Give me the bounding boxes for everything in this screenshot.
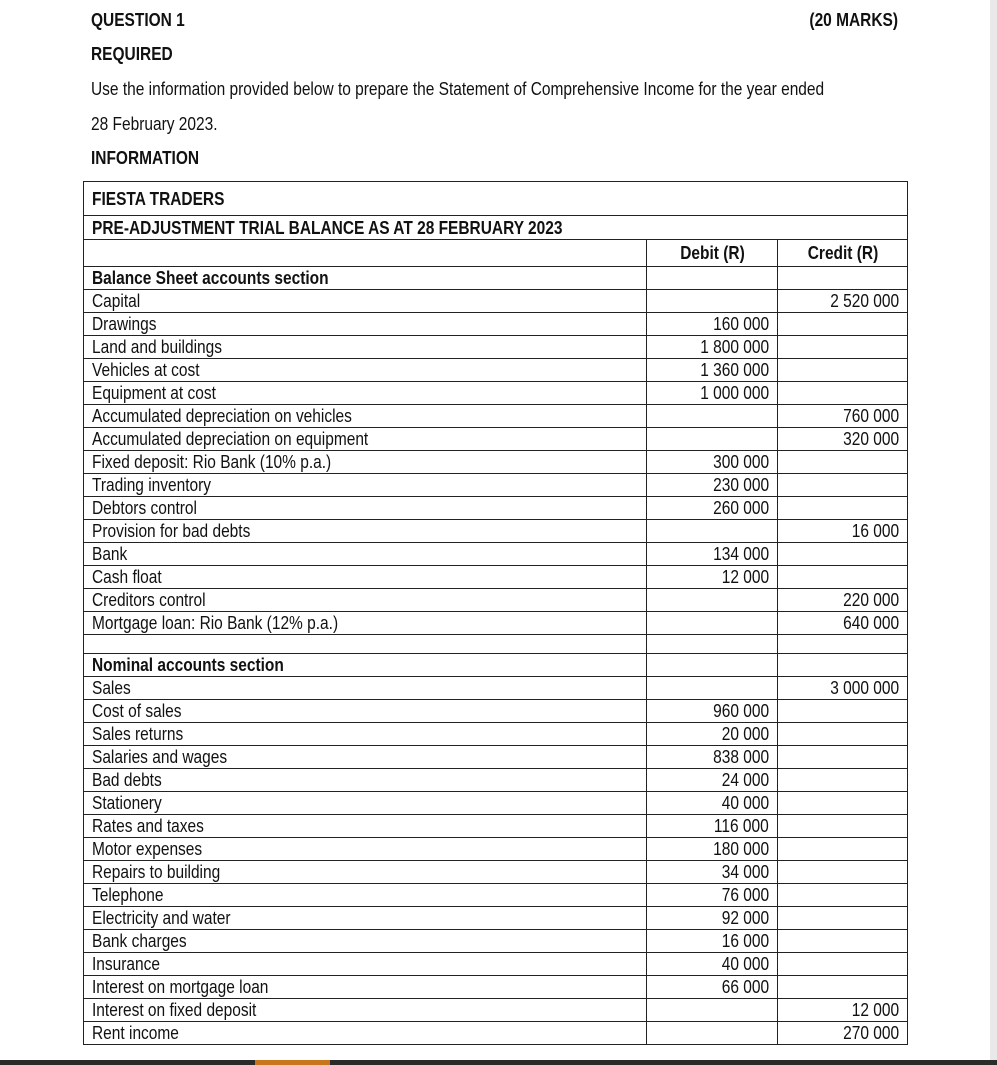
instruction-line-1: Use the information provided below to prepare the Statement of Comprehensive Income for the year ended xyxy=(91,79,825,99)
balance-section-heading: Balance Sheet accounts section xyxy=(84,267,647,290)
credit-cell xyxy=(778,313,908,336)
table-row xyxy=(84,1022,908,1045)
debit-cell: 260 000 xyxy=(647,497,778,520)
account-cell: Insurance xyxy=(84,953,647,976)
credit-cell xyxy=(778,474,908,497)
account-cell: Equipment at cost xyxy=(84,382,647,405)
required-heading: REQUIRED xyxy=(91,44,173,64)
account-cell: Electricity and water xyxy=(84,907,647,930)
table-row xyxy=(84,382,908,405)
account-cell: Sales returns xyxy=(84,723,647,746)
table-row xyxy=(84,589,908,612)
account-cell: Debtors control xyxy=(84,497,647,520)
debit-cell xyxy=(647,290,778,313)
credit-cell: 320 000 xyxy=(778,428,908,451)
taskbar-strip xyxy=(0,1060,997,1065)
debit-cell: 92 000 xyxy=(647,907,778,930)
account-cell: Sales xyxy=(84,677,647,700)
account-cell: Bad debts xyxy=(84,769,647,792)
debit-cell xyxy=(647,589,778,612)
debit-header: Debit (R) xyxy=(647,240,778,267)
table-row xyxy=(84,723,908,746)
account-cell: Rent income xyxy=(84,1022,647,1045)
credit-header: Credit (R) xyxy=(778,240,908,267)
account-cell: Stationery xyxy=(84,792,647,815)
credit-cell: 760 000 xyxy=(778,405,908,428)
table-row xyxy=(84,792,908,815)
debit-cell: 838 000 xyxy=(647,746,778,769)
account-cell: Telephone xyxy=(84,884,647,907)
credit-cell xyxy=(778,792,908,815)
credit-cell xyxy=(778,907,908,930)
account-cell: Rates and taxes xyxy=(84,815,647,838)
credit-cell: 2 520 000 xyxy=(778,290,908,313)
table-row xyxy=(84,313,908,336)
table-row xyxy=(84,497,908,520)
page-edge-shade xyxy=(990,0,997,1060)
table-row xyxy=(84,838,908,861)
question-marks: (20 MARKS) xyxy=(809,10,898,30)
debit-cell: 134 000 xyxy=(647,543,778,566)
debit-cell: 960 000 xyxy=(647,700,778,723)
credit-cell xyxy=(778,953,908,976)
credit-cell: 640 000 xyxy=(778,612,908,635)
account-header-cell xyxy=(84,240,647,267)
trial-balance-title-row xyxy=(84,216,908,240)
credit-cell xyxy=(778,815,908,838)
trial-balance-title: PRE-ADJUSTMENT TRIAL BALANCE AS AT 28 FEBRUARY 2023 xyxy=(84,216,908,240)
debit-cell: 16 000 xyxy=(647,930,778,953)
debit-cell xyxy=(647,1022,778,1045)
credit-cell xyxy=(778,451,908,474)
credit-cell xyxy=(778,930,908,953)
debit-cell: 1 800 000 xyxy=(647,336,778,359)
debit-cell: 1 000 000 xyxy=(647,382,778,405)
debit-cell: 1 360 000 xyxy=(647,359,778,382)
debit-cell: 12 000 xyxy=(647,566,778,589)
credit-cell: 16 000 xyxy=(778,520,908,543)
credit-cell xyxy=(778,359,908,382)
debit-cell: 66 000 xyxy=(647,976,778,999)
table-row xyxy=(84,976,908,999)
account-cell: Bank xyxy=(84,543,647,566)
table-row xyxy=(84,336,908,359)
credit-cell: 220 000 xyxy=(778,589,908,612)
debit-cell: 20 000 xyxy=(647,723,778,746)
debit-cell: 180 000 xyxy=(647,838,778,861)
taskbar-accent xyxy=(255,1060,330,1065)
credit-cell xyxy=(778,543,908,566)
table-row xyxy=(84,290,908,313)
question-title: QUESTION 1 xyxy=(91,10,185,30)
account-cell: Trading inventory xyxy=(84,474,647,497)
credit-cell xyxy=(778,382,908,405)
account-cell: Land and buildings xyxy=(84,336,647,359)
account-cell: Cost of sales xyxy=(84,700,647,723)
account-cell: Interest on mortgage loan xyxy=(84,976,647,999)
trial-balance-table xyxy=(83,181,908,1045)
company-name: FIESTA TRADERS xyxy=(84,182,908,216)
table-row xyxy=(84,566,908,589)
account-cell: Accumulated depreciation on vehicles xyxy=(84,405,647,428)
table-row xyxy=(84,930,908,953)
debit-cell xyxy=(647,428,778,451)
account-cell: Fixed deposit: Rio Bank (10% p.a.) xyxy=(84,451,647,474)
debit-cell: 300 000 xyxy=(647,451,778,474)
table-row xyxy=(84,520,908,543)
debit-cell xyxy=(647,999,778,1022)
credit-cell: 270 000 xyxy=(778,1022,908,1045)
account-cell: Accumulated depreciation on equipment xyxy=(84,428,647,451)
debit-cell xyxy=(647,520,778,543)
debit-cell xyxy=(647,677,778,700)
table-row xyxy=(84,999,908,1022)
credit-cell xyxy=(778,861,908,884)
account-cell: Creditors control xyxy=(84,589,647,612)
account-cell: Drawings xyxy=(84,313,647,336)
debit-cell: 160 000 xyxy=(647,313,778,336)
credit-cell xyxy=(778,723,908,746)
credit-cell xyxy=(778,700,908,723)
debit-cell: 24 000 xyxy=(647,769,778,792)
credit-cell xyxy=(778,746,908,769)
debit-cell: 40 000 xyxy=(647,792,778,815)
instruction-line-2: 28 February 2023. xyxy=(91,114,218,134)
table-row xyxy=(84,451,908,474)
account-cell: Vehicles at cost xyxy=(84,359,647,382)
table-row xyxy=(84,612,908,635)
credit-cell: 3 000 000 xyxy=(778,677,908,700)
credit-cell xyxy=(778,769,908,792)
credit-cell xyxy=(778,497,908,520)
credit-cell xyxy=(778,838,908,861)
credit-cell xyxy=(778,336,908,359)
account-cell: Salaries and wages xyxy=(84,746,647,769)
debit-cell xyxy=(647,405,778,428)
debit-cell: 116 000 xyxy=(647,815,778,838)
nominal-section-heading: Nominal accounts section xyxy=(84,654,647,677)
balance-section-row xyxy=(84,267,908,290)
table-row xyxy=(84,953,908,976)
table-row xyxy=(84,677,908,700)
debit-cell: 34 000 xyxy=(647,861,778,884)
information-heading: INFORMATION xyxy=(91,148,200,168)
table-row xyxy=(84,884,908,907)
credit-cell: 12 000 xyxy=(778,999,908,1022)
nominal-section-row xyxy=(84,654,908,677)
debit-cell: 230 000 xyxy=(647,474,778,497)
debit-cell: 40 000 xyxy=(647,953,778,976)
debit-cell: 76 000 xyxy=(647,884,778,907)
spacer-row xyxy=(84,635,908,654)
table-row xyxy=(84,428,908,451)
table-row xyxy=(84,474,908,497)
credit-cell xyxy=(778,566,908,589)
credit-cell xyxy=(778,884,908,907)
table-row xyxy=(84,700,908,723)
table-row xyxy=(84,746,908,769)
table-row xyxy=(84,359,908,382)
table-row xyxy=(84,815,908,838)
account-cell: Motor expenses xyxy=(84,838,647,861)
account-cell: Capital xyxy=(84,290,647,313)
account-cell: Repairs to building xyxy=(84,861,647,884)
credit-cell xyxy=(778,976,908,999)
debit-cell xyxy=(647,612,778,635)
account-cell: Cash float xyxy=(84,566,647,589)
account-cell: Interest on fixed deposit xyxy=(84,999,647,1022)
table-row xyxy=(84,405,908,428)
table-row xyxy=(84,861,908,884)
table-row xyxy=(84,543,908,566)
table-row xyxy=(84,769,908,792)
column-header-row xyxy=(84,240,908,267)
table-row xyxy=(84,907,908,930)
account-cell: Bank charges xyxy=(84,930,647,953)
account-cell: Provision for bad debts xyxy=(84,520,647,543)
company-row xyxy=(84,182,908,216)
account-cell: Mortgage loan: Rio Bank (12% p.a.) xyxy=(84,612,647,635)
